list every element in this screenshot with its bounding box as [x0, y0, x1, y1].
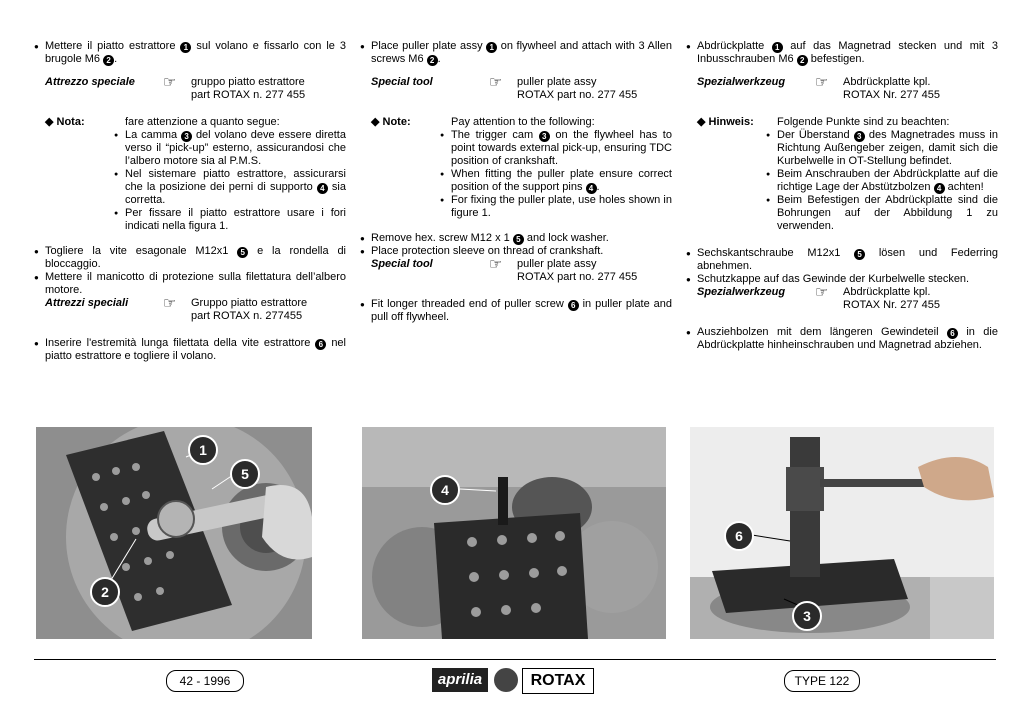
note-block: ◆ Note: Pay attention to the following: [371, 116, 595, 128]
type-label: TYPE 122 [784, 670, 860, 692]
italian-column [34, 40, 346, 363]
pointing-hand-icon: ☞ [815, 283, 829, 301]
note-item: ● For fixing the puller plate, use holes shown in figure 1. [440, 194, 672, 220]
engine-illustration-1 [36, 427, 312, 639]
note-block: ◆ Hinweis: Folgende Punkte sind zu beachten: [697, 116, 950, 128]
step-3: ● Schutzkappe auf das Gewinde der Kurbelwelle stecken. [686, 273, 998, 286]
rotax-logo: ROTAX [522, 668, 594, 694]
special-tool-2: Special tool ☞ puller plate assy ROTAX part no. 277 455 [371, 255, 638, 283]
step-3: ● Place protection sleeve on thread of crankshaft. [360, 245, 672, 258]
special-tool: Special tool ☞ puller plate assy ROTAX part no. 277 455 [371, 73, 638, 101]
note-item: ● Nel sistemare piatto estrattore, assicurarsi che la posizione dei perni di supporto 4 sia corretta. [114, 168, 346, 207]
step-2: ● Remove hex. screw M12 x 1 5 and lock washer. [360, 232, 672, 245]
aprilia-logo: aprilia [432, 668, 488, 692]
note-item: ● Der Überstand 3 des Magnetrades muss in Richtung Außengeber zeigen, damit sich die Kurbelwelle in OT-Stellung befindet. [766, 129, 998, 168]
pointing-hand-icon: ☞ [815, 73, 829, 91]
note-item: ● When fitting the puller plate ensure correct position of the support pins 4 . [440, 168, 672, 194]
pointing-hand-icon: ☞ [489, 255, 503, 273]
note-block: ◆ Nota: fare attenzione a quanto segue: [45, 116, 280, 128]
step-1: ● Place puller plate assy 1 on flywheel and attach with 3 Allen screws M6 2 . [360, 40, 672, 66]
pointing-hand-icon: ☞ [163, 73, 177, 91]
german-column [686, 40, 998, 352]
special-tool-2: Spezialwerkzeug ☞ Abdrückplatte kpl. ROTAX Nr. 277 455 [697, 283, 941, 311]
photo-puller-plate [36, 427, 312, 639]
step-1: ● Mettere il piatto estrattore 1 sul volano e fissarlo con le 3 brugole M6 2 . [34, 40, 346, 66]
step-4: ● Fit longer threaded end of puller screw 6 in puller plate and pull off flywheel. [360, 298, 672, 324]
special-tool-2: Attrezzi speciali ☞ Gruppo piatto estrattore part ROTAX n. 277455 [45, 294, 308, 322]
note-item: ● La camma 3 del volano deve essere diretta verso il “pick-up” esterno, assicurandosi che l’albero motore sia al P.M.S. [114, 129, 346, 168]
brand-logo [432, 665, 594, 695]
step-1: ● Abdrückplatte 1 auf das Magnetrad stecken und mit 3 Inbusschrauben M6 2 befestigen. [686, 40, 998, 66]
footer-divider [34, 659, 996, 660]
photo-support-pins [362, 427, 666, 639]
step-4: ● Inserire l'estremità lunga filettata della vite estrattore 6 nel piatto estrattore e togliere il volano. [34, 337, 346, 363]
special-tool: Spezialwerkzeug ☞ Abdrückplatte kpl. ROTAX Nr. 277 455 [697, 73, 941, 101]
note-item: ● Per fissare il piatto estrattore usare i fori indicati nella figura 1. [114, 207, 346, 233]
step-2: ● Sechskantschraube M12x1 5 lösen und Federring abnehmen. [686, 247, 998, 273]
step-4: ● Ausziehbolzen mit dem längeren Gewindeteil 6 in die Abdrückplatte hinheinschrauben und Magnetrad abziehen. [686, 326, 998, 352]
pointing-hand-icon: ☞ [163, 294, 177, 312]
photo-puller-screw [690, 427, 994, 639]
callout: 4 [430, 475, 460, 505]
page-number: 42 - 1996 [166, 670, 244, 692]
callout: 5 [230, 459, 260, 489]
pointing-hand-icon: ☞ [489, 73, 503, 91]
callout: 1 [188, 435, 218, 465]
english-column [360, 40, 672, 324]
note-item: ● Beim Anschrauben der Abdrückplatte auf die richtige Lage der Abstützbolzen 4 achten! [766, 168, 998, 194]
engine-illustration-2 [362, 427, 666, 639]
step-2: ● Togliere la vite esagonale M12x1 5 e la rondella di bloccaggio. [34, 245, 346, 271]
callout: 3 [792, 601, 822, 631]
note-item: ● Beim Befestigen der Abdrückplatte sind die Bohrungen auf der Abbildung 1 zu verwenden. [766, 194, 998, 233]
callout: 2 [90, 577, 120, 607]
step-3: ● Mettere il manicotto di protezione sulla filettatura dell’albero motore. [34, 271, 346, 297]
gear-icon [494, 668, 518, 692]
callout: 6 [724, 521, 754, 551]
note-item: ● The trigger cam 3 on the flywheel has to point towards external pick-up, ensuring TDC position of crankshaft. [440, 129, 672, 168]
special-tool: Attrezzo speciale ☞ gruppo piatto estrattore part ROTAX n. 277 455 [45, 73, 306, 101]
